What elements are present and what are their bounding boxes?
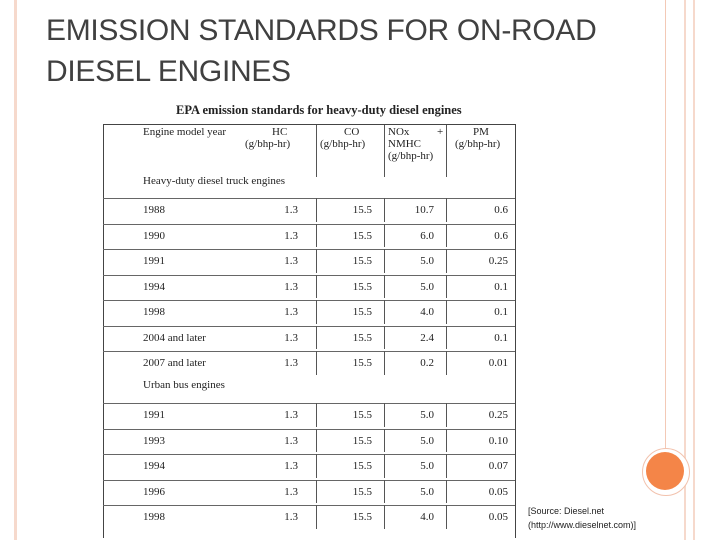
bus-row-cell-hc: 1.3: [284, 511, 298, 523]
right-frame-line-inner: [693, 0, 695, 540]
bus-row-cell-nox: 5.0: [420, 409, 434, 421]
bus-row-cell-pm: 0.25: [488, 409, 508, 421]
truck-row-cell-year: 1998: [143, 306, 165, 318]
section-heading-truck-engines: Heavy-duty diesel truck engines: [143, 175, 286, 187]
bus-row-cell-hc: 1.3: [284, 485, 298, 498]
bus-row-cell-co: 15.5: [352, 485, 372, 498]
truck-row-cell-hc: 1.3: [284, 306, 298, 318]
header-col-sep: [384, 125, 385, 177]
source-line-1: [Source: Diesel.net: [528, 506, 605, 516]
truck-row-cell-year: 2007 and later: [143, 357, 206, 369]
truck-row-cell-hc: 1.3: [284, 280, 298, 293]
truck-row-cell-year: 2004 and later: [143, 331, 206, 344]
header-pm: PM: [473, 126, 489, 138]
bus-row-cell-nox: 5.0: [420, 485, 434, 498]
column-separator: [446, 275, 447, 299]
truck-row-cell-pm: 0.6: [494, 204, 508, 216]
header-engine-model-year: Engine model year: [143, 126, 227, 138]
bus-row-cell-year: 1996: [143, 485, 165, 498]
column-separator: [446, 403, 447, 427]
header-nox-plus: +: [437, 126, 444, 138]
truck-row-cell-hc: 1.3: [284, 331, 298, 344]
truck-row-cell-co: 15.5: [352, 331, 372, 344]
left-frame-line: [14, 0, 17, 540]
truck-row-cell-pm: 0.6: [494, 229, 508, 242]
slide-title-line-2: DIESEL ENGINES: [46, 55, 291, 88]
right-frame-thin-line: [665, 0, 666, 452]
bus-row-cell-co: 15.5: [352, 460, 372, 472]
truck-row-cell-hc: 1.3: [284, 204, 298, 216]
truck-row-cell-pm: 0.1: [494, 280, 508, 293]
truck-row-cell-pm: 0.01: [488, 357, 508, 369]
truck-row-cell-co: 15.5: [352, 255, 372, 267]
column-separator: [446, 224, 447, 248]
bus-row-cell-co: 15.5: [352, 434, 372, 447]
truck-row-cell-co: 15.5: [352, 204, 372, 216]
row-separator: [103, 429, 515, 430]
truck-row-cell-nox: 0.2: [420, 357, 434, 369]
header-co: CO: [344, 126, 360, 138]
truck-row-cell-co: 15.5: [352, 357, 372, 369]
header-hc-unit: (g/bhp-hr): [245, 138, 291, 150]
truck-row-cell-nox: 6.0: [420, 229, 434, 242]
header-hc: HC: [272, 126, 288, 138]
row-separator: [103, 454, 515, 455]
row-separator: [103, 249, 515, 250]
section-heading-bus-engines: Urban bus engines: [143, 379, 225, 391]
truck-row-cell-nox: 5.0: [420, 255, 434, 267]
bus-row-cell-co: 15.5: [352, 511, 372, 523]
bus-row-cell-pm: 0.10: [488, 434, 508, 447]
header-col-sep: [446, 125, 447, 177]
bus-row-cell-hc: 1.3: [284, 434, 298, 447]
truck-row-cell-year: 1994: [143, 280, 165, 293]
decorative-orange-circle: [646, 452, 684, 490]
truck-row-cell-year: 1990: [143, 229, 165, 242]
truck-row-cell-pm: 0.1: [494, 331, 508, 344]
row-separator: [103, 351, 515, 352]
truck-row-cell-nox: 10.7: [414, 204, 434, 216]
bus-row-cell-year: 1994: [143, 460, 165, 472]
truck-row-cell-year: 1991: [143, 255, 165, 267]
row-separator: [103, 198, 515, 199]
header-pm-unit: (g/bhp-hr): [455, 138, 501, 150]
emission-table-image: [100, 103, 516, 537]
row-separator: [103, 300, 515, 301]
column-separator: [446, 505, 447, 529]
bus-row-cell-hc: 1.3: [284, 460, 298, 472]
truck-row-cell-hc: 1.3: [284, 229, 298, 242]
truck-row-cell-year: 1988: [143, 204, 165, 216]
truck-row-cell-hc: 1.3: [284, 255, 298, 267]
bus-row-cell-nox: 5.0: [420, 460, 434, 472]
slide-title-line-1: EMISSION STANDARDS FOR ON-ROAD: [46, 14, 597, 47]
row-separator: [103, 224, 515, 225]
truck-row-cell-co: 15.5: [352, 280, 372, 293]
column-separator: [446, 454, 447, 478]
header-co-unit: (g/bhp-hr): [320, 138, 366, 150]
truck-row-cell-co: 15.5: [352, 306, 372, 318]
row-separator: [103, 326, 515, 327]
truck-row-cell-nox: 5.0: [420, 280, 434, 293]
table-title: EPA emission standards for heavy-duty diesel engines: [176, 103, 462, 117]
column-separator: [446, 351, 447, 375]
bus-row-cell-year: 1991: [143, 409, 165, 421]
truck-row-cell-pm: 0.1: [494, 306, 508, 318]
source-link[interactable]: (http://www.dieselnet.com)]: [528, 520, 637, 530]
row-separator: [103, 275, 515, 276]
bus-row-cell-year: 1993: [143, 434, 165, 447]
source-citation: [528, 504, 636, 532]
bus-row-cell-nox: 5.0: [420, 434, 434, 447]
column-separator: [446, 429, 447, 453]
header-col-sep: [316, 125, 317, 177]
truck-row-cell-co: 15.5: [352, 229, 372, 242]
column-separator: [446, 480, 447, 504]
header-nox-unit: (g/bhp-hr): [388, 150, 434, 162]
bus-row-cell-pm: 0.07: [488, 460, 508, 472]
header-nox: NOx: [388, 126, 410, 138]
bus-row-cell-co: 15.5: [352, 409, 372, 421]
bus-row-cell-pm: 0.05: [488, 511, 508, 523]
bus-row-cell-pm: 0.05: [488, 485, 508, 498]
column-separator: [446, 249, 447, 273]
column-separator: [446, 198, 447, 222]
bus-row-cell-hc: 1.3: [284, 409, 298, 421]
bus-row-cell-year: 1998: [143, 511, 165, 523]
slide-title: [46, 10, 646, 92]
row-separator: [103, 480, 515, 481]
bus-row-cell-nox: 4.0: [420, 511, 434, 523]
row-separator: [103, 403, 515, 404]
row-separator: [103, 505, 515, 506]
header-nmhc: NMHC: [388, 138, 422, 150]
truck-row-cell-nox: 2.4: [420, 331, 434, 344]
column-separator: [446, 300, 447, 324]
column-separator: [446, 326, 447, 350]
truck-row-cell-hc: 1.3: [284, 357, 298, 369]
truck-row-cell-pm: 0.25: [488, 255, 508, 267]
truck-row-cell-nox: 4.0: [420, 306, 434, 318]
